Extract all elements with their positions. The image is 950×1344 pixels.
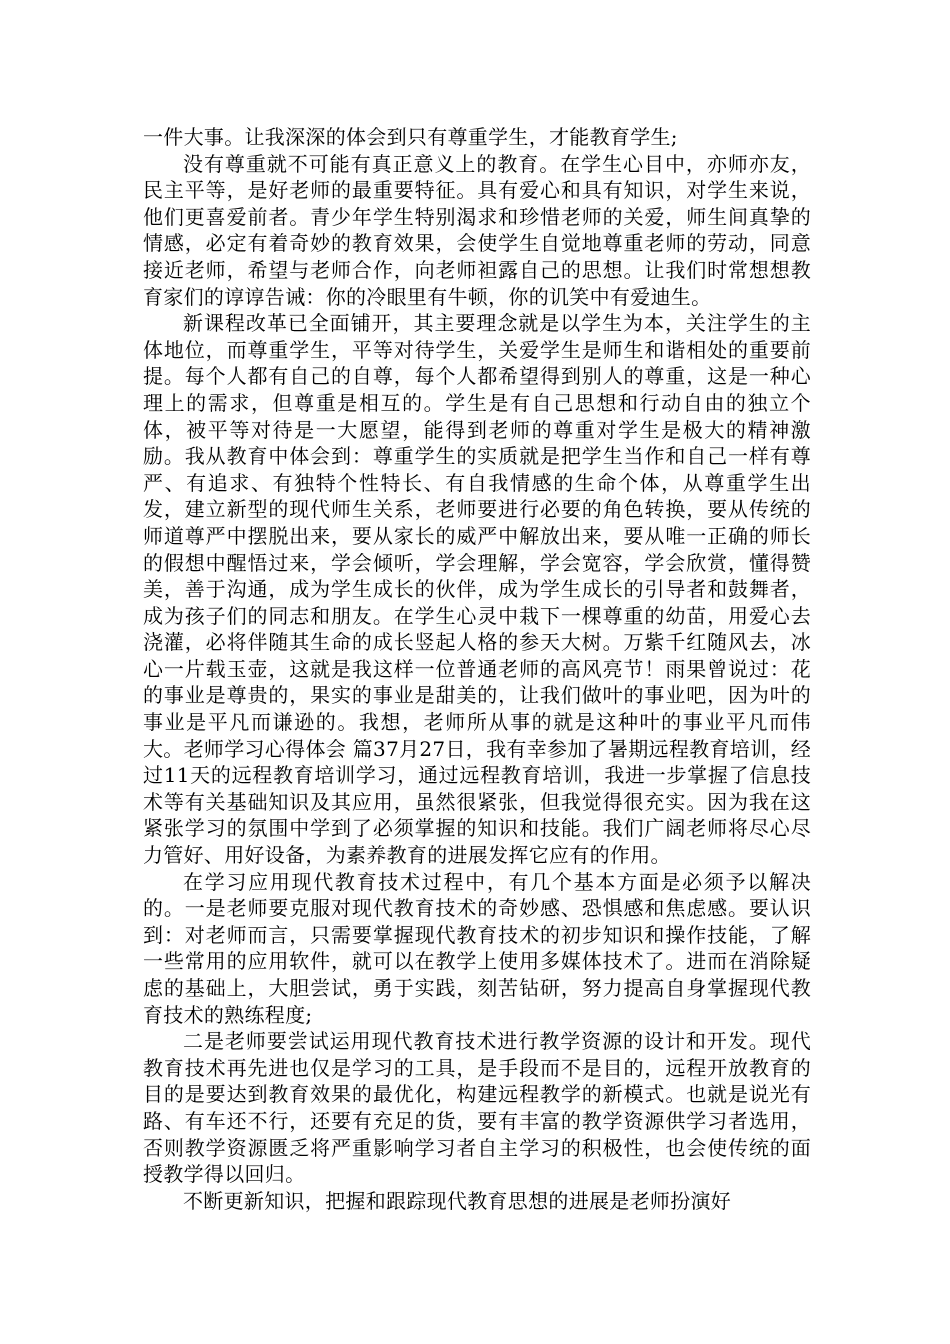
- paragraph-3: 新课程改革已全面铺开，其主要理念就是以学生为本，关注学生的主体地位，而尊重学生，平等对待学生，关爱学生是师生和谐相处的重要前提。每个人都有自己的自尊，每个人都希望得到别人的尊重，这是一种心理上的需求，但尊重是相互的。学生是有自己思想和行动自由的独立个体，被平等对待是一大愿望，能得到老师的尊重对学生是极大的精神激励。我从教育中体会到：尊重学生的实质就是把学生当作和自己一样有尊严、有追求、有独特个性特长、有自我情感的生命个体，从尊重学生出发，建立新型的现代师生关系，老师要进行必要的角色转换，要从传统的师道尊严中摆脱出来，要从家长的威严中解放出来，要从唯一正确的师长的假想中醒悟过来，学会倾听，学会理解，学会宽容，学会欣赏，懂得赞美，善于沟通，成为学生成长的伙伴，成为学生成长的引导者和鼓舞者，成为孩子们的同志和朋友。在学生心灵中栽下一棵尊重的幼苗，用爱心去浇灌，必将伴随其生命的成长竖起人格的参天大树。万紫千红随风去，冰心一片载玉壶，这就是我这样一位普通老师的高风亮节！雨果曾说过：花的事业是尊贵的，果实的事业是甜美的，让我们做叶的事业吧，因为叶的事业是平凡而谦逊的。我想，老师所从事的就是这种叶的事业平凡而伟大。老师学习心得体会 篇37月27日，我有幸参加了暑期远程教育培训，经过11天的远程教育培训学习，通过远程教育培训，我进一步掌握了信息技术等有关基础知识及其应用，虽然很紧张，但我觉得很充实。因为我在这紧张学习的氛围中学到了必须掌握的知识和技能。我们广阔老师将尽心尽力管好、用好设备，为素养教育的进展发挥它应有的作用。: [143, 311, 811, 868]
- paragraph-2: 没有尊重就不可能有真正意义上的教育。在学生心目中，亦师亦友，民主平等，是好老师的最重要特征。具有爱心和具有知识，对学生来说，他们更喜爱前者。青少年学生特别渴求和珍惜老师的关爱，师生间真挚的情感，必定有着奇妙的教育效果，会使学生自觉地尊重老师的劳动，同意接近老师，希望与老师合作，向老师袒露自己的思想。让我们时常想想教育家们的谆谆告诫：你的冷眼里有牛顿，你的讥笑中有爱迪生。: [143, 151, 811, 309]
- document-page: [143, 124, 811, 1214]
- paragraph-1: 一件大事。让我深深的体会到只有尊重学生，才能教育学生;: [143, 125, 678, 149]
- paragraph-6: 不断更新知识，把握和跟踪现代教育思想的进展是老师扮演好: [183, 1188, 732, 1213]
- paragraph-5: 二是老师要尝试运用现代教育技术进行教学资源的设计和开发。现代教育技术再先进也仅是学习的工具，是手段而不是目的，远程开放教育的目的是要达到教育效果的最优化，构建远程教学的新模式。也就是说光有路、有车还不行，还要有充足的货，要有丰富的教学资源供学习者选用，否则教学资源匮乏将严重影响学习者自主学习的积极性，也会使传统的面授教学得以回归。: [143, 1029, 811, 1187]
- paragraph-4: 在学习应用现代教育技术过程中，有几个基本方面是必须予以解决的。一是老师要克服对现代教育技术的奇妙感、恐惧感和焦虑感。要认识到：对老师而言，只需要掌握现代教育技术的初步知识和操作技能，了解一些常用的应用软件，就可以在教学上使用多媒体技术了。进而在消除疑虑的基础上，大胆尝试，勇于实践，刻苦钻研，努力提高自身掌握现代教育技术的熟练程度;: [143, 869, 811, 1027]
